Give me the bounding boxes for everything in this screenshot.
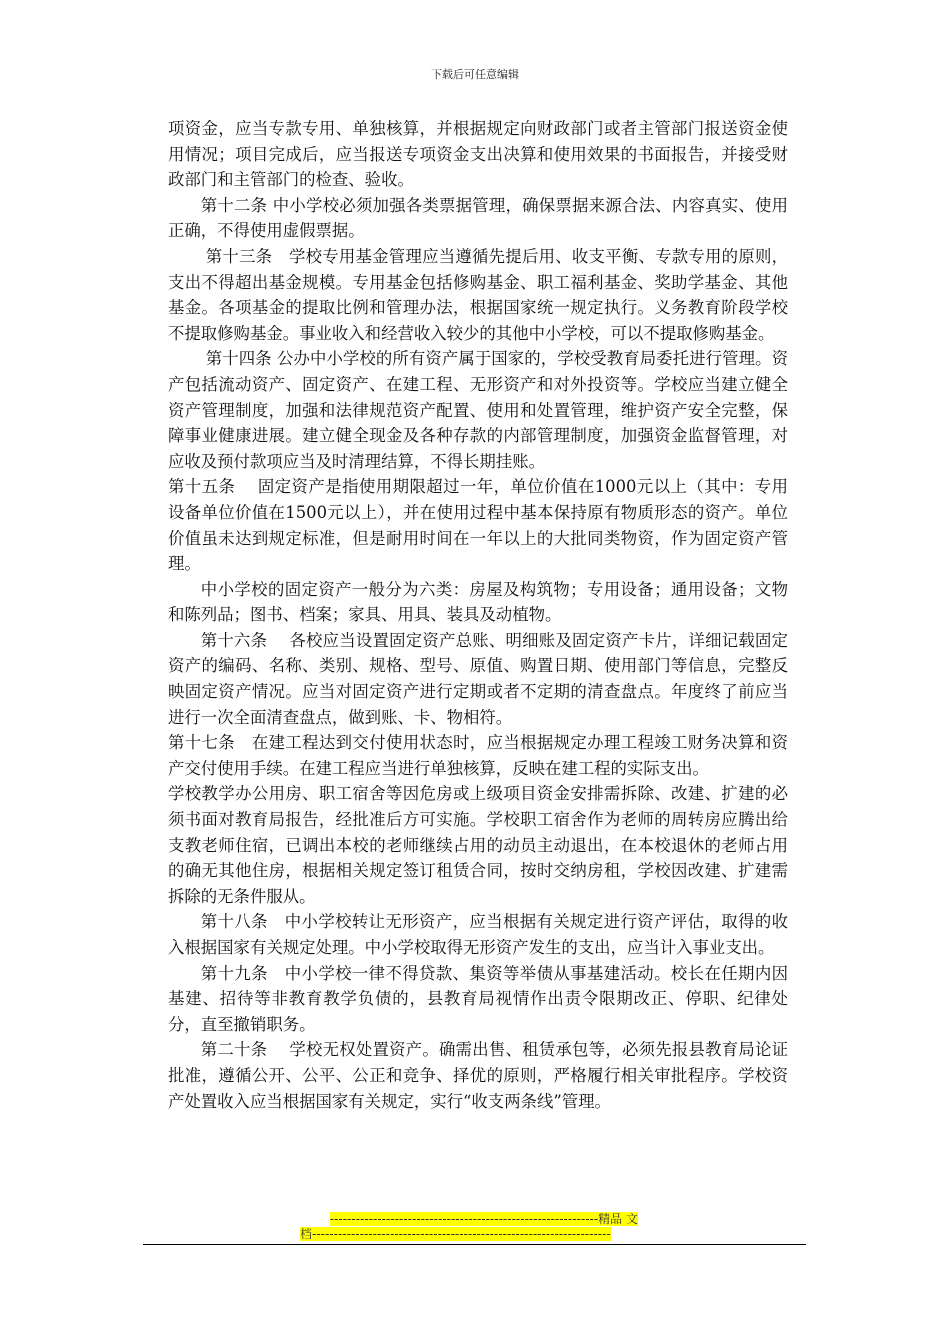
footer-banner bbox=[300, 1212, 652, 1242]
paragraph-article-18: 第十八条 中小学校转让无形资产，应当根据有关规定进行资产评估，取得的收入根据国家有关规定处理。中小学校取得无形资产发生的支出，应当计入事业支出。 bbox=[168, 912, 788, 957]
paragraph-fixed-asset-categories: 中小学校的固定资产一般分为六类：房屋及构筑物；专用设备；通用设备；文物和陈列品；图书、档案；家具、用具、装具及动植物。 bbox=[168, 579, 788, 625]
footer-banner-line-1: --------------------------------------------------------------精品 文 bbox=[329, 1212, 638, 1226]
paragraph-article-15: 第十五条 固定资产是指使用期限超过一年，单位价值在1000元以上（其中：专用设备单位价值在1500元以上），并在使用过程中基本保持原有物质形态的资产。单位价值虽未达到规定标准，但是耐用时间在一年以上的大批同类物资，作为固定资产管理。 bbox=[168, 477, 788, 574]
paragraph-continuation: 项资金，应当专款专用、单独核算，并根据规定向财政部门或者主管部门报送资金使用情况；项目完成后，应当报送专项资金支出决算和使用效果的书面报告，并接受财政部门和主管部门的检查、验收。 bbox=[168, 119, 788, 190]
page-header-note: 下载后可任意编辑 bbox=[431, 68, 519, 81]
paragraph-article-16: 第十六条 各校应当设置固定资产总账、明细账及固定资产卡片，详细记载固定资产的编码、名称、类别、规格、型号、原值、购置日期、使用部门等信息，完整反映固定资产情况。应当对固定资产进行定期或者不定期的清查盘点。年度终了前应当进行一次全面清查盘点，做到账、卡、物相符。 bbox=[168, 630, 788, 727]
paragraph-article-12: 第十二条 中小学校必须加强各类票据管理，确保票据来源合法、内容真实、使用正确，不得使用虚假票据。 bbox=[168, 195, 788, 241]
document-body bbox=[168, 116, 788, 1114]
paragraph-article-13: 第十三条 学校专用基金管理应当遵循先提后用、收支平衡、专款专用的原则，支出不得超出基金规模。专用基金包括修购基金、职工福利基金、奖助学基金、其他基金。各项基金的提取比例和管理办法，根据国家统一规定执行。义务教育阶段学校不提取修购基金。事业收入和经营收入较少的其他中小学校，可以不提取修购基金。 bbox=[168, 246, 788, 343]
paragraph-article-19: 第十九条 中小学校一律不得贷款、集资等举债从事基建活动。校长在任期内因基建、招待等非教育教学负债的，县教育局视情作出责令限期改正、停职、纪律处分，直至撤销职务。 bbox=[168, 963, 788, 1034]
paragraph-school-buildings: 学校教学办公用房、职工宿舍等因危房或上级项目资金安排需拆除、改建、扩建的必须书面对教育局报告，经批准后方可实施。学校职工宿舍作为老师的周转房应腾出给支教老师住宿，已调出本校的老师继续占用的动员主动退出，在本校退休的老师占用的确无其他住房，根据相关规定签订租赁合同，按时交纳房租，学校因改建、扩建需拆除的无条件服从。 bbox=[168, 784, 788, 906]
footer-divider bbox=[143, 1244, 806, 1245]
paragraph-article-17: 第十七条 在建工程达到交付使用状态时，应当根据规定办理工程竣工财务决算和资产交付使用手续。在建工程应当进行单独核算，反映在建工程的实际支出。 bbox=[168, 733, 788, 778]
paragraph-article-20: 第二十条 学校无权处置资产。确需出售、租赁承包等，必须先报县教育局论证批准，遵循公开、公平、公正和竞争、择优的原则，严格履行相关审批程序。学校资产处置收入应当根据国家有关规定，实行“收支两条线”管理。 bbox=[168, 1040, 788, 1111]
paragraph-article-14: 第十四条 公办中小学校的所有资产属于国家的，学校受教育局委托进行管理。资产包括流动资产、固定资产、在建工程、无形资产和对外投资等。学校应当建立健全资产管理制度，加强和法律规范资产配置、使用和处置管理，维护资产安全完整，保障事业健康进展。建立健全现金及各种存款的内部管理制度，加强资金监督管理，对应收及预付款项应当及时清理结算，不得长期挂账。 bbox=[168, 349, 788, 471]
footer-banner-line-2: 档--------------------------------------------------------------------- bbox=[300, 1227, 611, 1241]
